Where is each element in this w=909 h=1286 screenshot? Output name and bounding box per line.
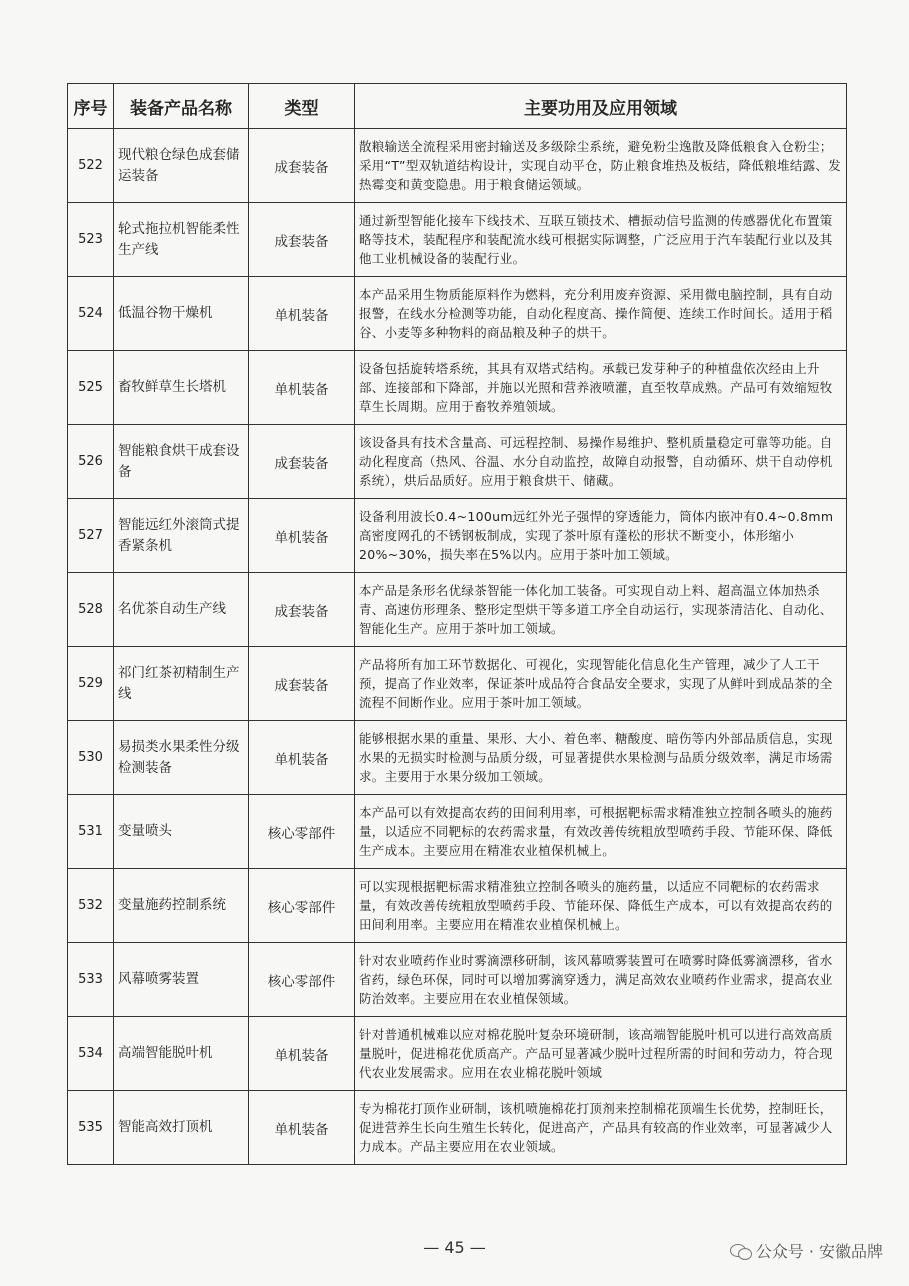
table-row bbox=[68, 499, 847, 573]
table-row bbox=[68, 869, 847, 943]
table-row bbox=[68, 277, 847, 351]
row-description: 设备包括旋转塔系统，其具有双塔式结构。承载已发芽种子的种植盘依次经由上升部、连接部和下降部，并施以光照和营养液喷灌，直至牧草成熟。产品可有效缩短牧草生长周期。应用于畜牧养殖领域。 bbox=[355, 351, 847, 425]
row-description: 通过新型智能化接车下线技术、互联互锁技术、槽振动信号监测的传感器优化布置策略等技术，装配程序和装配流水线可根据实际调整，广泛应用于汽车装配行业以及其他工业机械设备的装配行业。 bbox=[355, 203, 847, 277]
row-serial: 532 bbox=[68, 869, 114, 943]
row-description: 针对农业喷药作业时雾滴漂移研制，该风幕喷雾装置可在喷雾时降低雾滴漂移，省水省药，绿色环保，同时可以增加雾滴穿透力，满足高效农业喷药作业需求，提高农业防治效率。主要应用在农业植保领域。 bbox=[355, 943, 847, 1017]
row-serial: 527 bbox=[68, 499, 114, 573]
row-product-name: 易损类水果柔性分级检测装备 bbox=[114, 721, 249, 795]
row-type: 成套装备 bbox=[249, 129, 355, 203]
table-row bbox=[68, 129, 847, 203]
row-type: 单机装备 bbox=[249, 1017, 355, 1091]
row-description: 该设备具有技术含量高、可远程控制、易操作易维护、整机质量稳定可靠等功能。自动化程度高（热风、谷温、水分自动监控，故障自动报警，自动循环、烘干自动停机系统），烘后品质好。应用于粮食烘干、储藏。 bbox=[355, 425, 847, 499]
table-row bbox=[68, 795, 847, 869]
row-product-name: 畜牧鲜草生长塔机 bbox=[114, 351, 249, 425]
row-product-name: 现代粮仓绿色成套储运装备 bbox=[114, 129, 249, 203]
row-description: 设备利用波长0.4~100um远红外光子强悍的穿透能力，筒体内嵌冲有0.4~0.8mm高密度网孔的不锈钢板制成，实现了茶叶原有蓬松的形状不断变小，体形缩小20%~30%，损失率在5%以内。应用于茶叶加工领域。 bbox=[355, 499, 847, 573]
row-serial: 522 bbox=[68, 129, 114, 203]
wechat-icon bbox=[730, 1242, 752, 1260]
row-description: 产品将所有加工环节数据化、可视化，实现智能化信息化生产管理，减少了人工干预，提高了作业效率，保证茶叶成品符合食品安全要求，实现了从鲜叶到成品茶的全流程不间断作业。应用于茶叶加工领域。 bbox=[355, 647, 847, 721]
header-product-name: 装备产品名称 bbox=[114, 84, 249, 129]
row-serial: 528 bbox=[68, 573, 114, 647]
equipment-table bbox=[67, 83, 847, 1165]
row-serial: 531 bbox=[68, 795, 114, 869]
table-row bbox=[68, 1017, 847, 1091]
row-type: 单机装备 bbox=[249, 721, 355, 795]
row-serial: 523 bbox=[68, 203, 114, 277]
row-product-name: 风幕喷雾装置 bbox=[114, 943, 249, 1017]
table-row bbox=[68, 1091, 847, 1165]
table-row bbox=[68, 647, 847, 721]
row-description: 可以实现根据靶标需求精准独立控制各喷头的施药量，以适应不同靶标的农药需求量，有效改善传统粗放型喷药手段、节能环保、降低生产成本，可以有效提高农药的田间利用率。主要应用在精准农业植保机械上。 bbox=[355, 869, 847, 943]
row-description: 针对普通机械难以应对棉花脱叶复杂环境研制，该高端智能脱叶机可以进行高效高质量脱叶，促进棉花优质高产。产品可显著减少脱叶过程所需的时间和劳动力，符合现代农业发展需求。应用在农业棉花脱叶领域 bbox=[355, 1017, 847, 1091]
row-product-name: 变量喷头 bbox=[114, 795, 249, 869]
row-type: 成套装备 bbox=[249, 203, 355, 277]
row-type: 单机装备 bbox=[249, 351, 355, 425]
row-product-name: 高端智能脱叶机 bbox=[114, 1017, 249, 1091]
watermark bbox=[730, 1239, 883, 1262]
table-row bbox=[68, 351, 847, 425]
row-product-name: 祁门红茶初精制生产线 bbox=[114, 647, 249, 721]
row-description: 散粮输送全流程采用密封输送及多级除尘系统，避免粉尘逸散及降低粮食入仓粉尘；采用“T”型双轨道结构设计，实现自动平仓，防止粮食堆热及板结，降低粮堆结露、发热霉变和黄变隐患。用于粮食储运领域。 bbox=[355, 129, 847, 203]
table-row bbox=[68, 573, 847, 647]
header-function: 主要功用及应用领域 bbox=[355, 84, 847, 129]
row-description: 专为棉花打顶作业研制，该机喷施棉花打顶剂来控制棉花顶端生长优势，控制旺长，促进营养生长向生殖生长转化，促进高产，产品具有较高的作业效率，可显著减少人力成本。产品主要应用在农业领域。 bbox=[355, 1091, 847, 1165]
page-number: — 45 — bbox=[423, 1238, 486, 1257]
row-product-name: 智能远红外滚筒式提香紧条机 bbox=[114, 499, 249, 573]
table-row bbox=[68, 425, 847, 499]
row-type: 单机装备 bbox=[249, 1091, 355, 1165]
row-type: 成套装备 bbox=[249, 647, 355, 721]
row-description: 本产品是条形名优绿茶智能一体化加工装备。可实现自动上料、超高温立体加热杀青、高速仿形理条、整形定型烘干等多道工序全自动运行，实现茶清洁化、自动化、智能化生产。应用于茶叶加工领域。 bbox=[355, 573, 847, 647]
table-row bbox=[68, 721, 847, 795]
table-header-row bbox=[68, 84, 847, 129]
row-description: 本产品采用生物质能原料作为燃料，充分利用废弃资源、采用微电脑控制，具有自动报警，在线水分检测等功能，自动化程度高、操作简便、连续工作时间长。适用于稻谷、小麦等多种物料的商品粮及种子的烘干。 bbox=[355, 277, 847, 351]
row-serial: 525 bbox=[68, 351, 114, 425]
row-description: 能够根据水果的重量、果形、大小、着色率、糖酸度、暗伤等内外部品质信息，实现水果的无损实时检测与品质分级，可显著提供水果检测与品质分级效率，满足市场需求。主要用于水果分级加工领域。 bbox=[355, 721, 847, 795]
row-product-name: 变量施药控制系统 bbox=[114, 869, 249, 943]
row-type: 成套装备 bbox=[249, 425, 355, 499]
table-row bbox=[68, 203, 847, 277]
row-serial: 524 bbox=[68, 277, 114, 351]
row-type: 核心零部件 bbox=[249, 795, 355, 869]
row-type: 单机装备 bbox=[249, 277, 355, 351]
row-description: 本产品可以有效提高农药的田间利用率，可根据靶标需求精准独立控制各喷头的施药量，以适应不同靶标的农药需求量，有效改善传统粗放型喷药手段、节能环保、降低生产成本。主要应用在精准农业植保机械上。 bbox=[355, 795, 847, 869]
row-serial: 526 bbox=[68, 425, 114, 499]
row-product-name: 智能粮食烘干成套设备 bbox=[114, 425, 249, 499]
header-type: 类型 bbox=[249, 84, 355, 129]
row-product-name: 轮式拖拉机智能柔性生产线 bbox=[114, 203, 249, 277]
row-product-name: 智能高效打顶机 bbox=[114, 1091, 249, 1165]
row-product-name: 名优茶自动生产线 bbox=[114, 573, 249, 647]
row-product-name: 低温谷物干燥机 bbox=[114, 277, 249, 351]
table-row bbox=[68, 943, 847, 1017]
row-serial: 529 bbox=[68, 647, 114, 721]
row-serial: 533 bbox=[68, 943, 114, 1017]
row-type: 核心零部件 bbox=[249, 943, 355, 1017]
row-serial: 534 bbox=[68, 1017, 114, 1091]
row-type: 成套装备 bbox=[249, 573, 355, 647]
row-serial: 535 bbox=[68, 1091, 114, 1165]
watermark-text: 公众号 · 安徽品牌 bbox=[755, 1242, 883, 1261]
row-serial: 530 bbox=[68, 721, 114, 795]
row-type: 单机装备 bbox=[249, 499, 355, 573]
header-serial: 序号 bbox=[68, 84, 114, 129]
row-type: 核心零部件 bbox=[249, 869, 355, 943]
